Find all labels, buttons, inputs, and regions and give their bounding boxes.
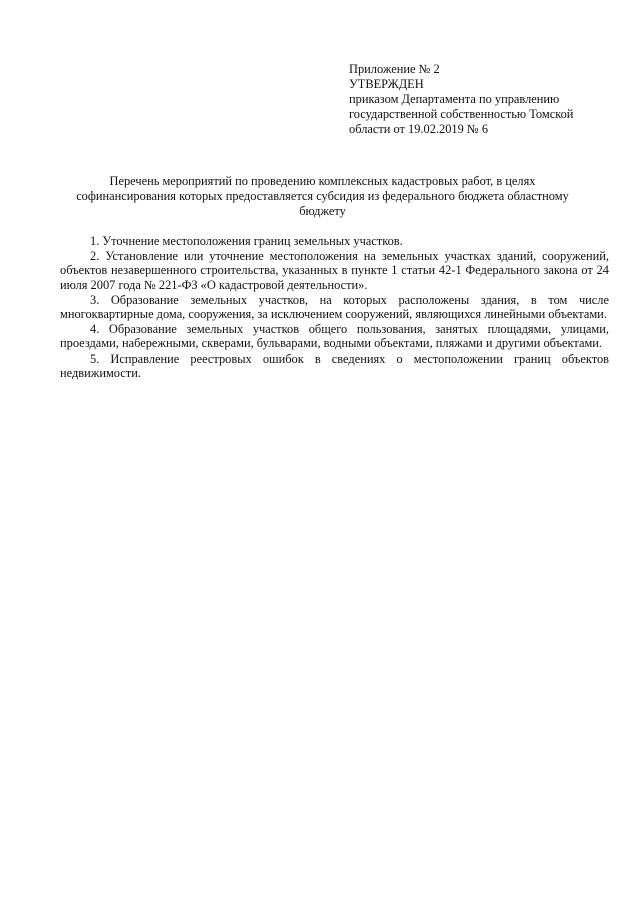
title-line-1: Перечень мероприятий по проведению комплексных кадастровых работ, в целях	[109, 174, 536, 188]
title-line-3: бюджету	[299, 204, 346, 218]
approval-order-line-3: области от 19.02.2019 № 6	[349, 122, 489, 136]
list-item-5: 5. Исправление реестровых ошибок в сведениях о местоположении границ объектов недвижимости.	[60, 351, 609, 380]
list-item-1: 1. Уточнение местоположения границ земельных участков.	[90, 234, 403, 248]
list-item-3: 3. Образование земельных участков, на которых расположены здания, в том числе многоквартирные дома, сооружения, за исключением сооружений, являющихся линейными объектами.	[60, 292, 609, 322]
title-line-2: софинансирования которых предоставляется субсидия из федерального бюджета областному	[76, 189, 569, 203]
document-title	[60, 174, 585, 219]
list-item-2: 2. Установление или уточнение местоположения на земельных участках зданий, сооружений, объектов незавершенного строительства, указанных в пункте 1 статьи 42-1 Федерального закона от 24 июля 2007 года № 221-ФЗ «О кадастровой деятельности».	[60, 249, 609, 292]
approval-order-line-2: государственной собственностью Томской	[349, 107, 574, 121]
measures-list	[60, 234, 609, 381]
appendix-number: Приложение № 2	[349, 62, 440, 76]
list-item-4: 4. Образование земельных участков общего пользования, занятых площадями, улицами, проездами, набережными, скверами, бульварами, водными объектами, пляжами и другими объектами.	[60, 322, 609, 351]
approval-block	[349, 62, 604, 137]
approved-stamp-text: УТВЕРЖДЕН	[349, 77, 424, 91]
approval-order-line-1: приказом Департамента по управлению	[349, 92, 560, 106]
